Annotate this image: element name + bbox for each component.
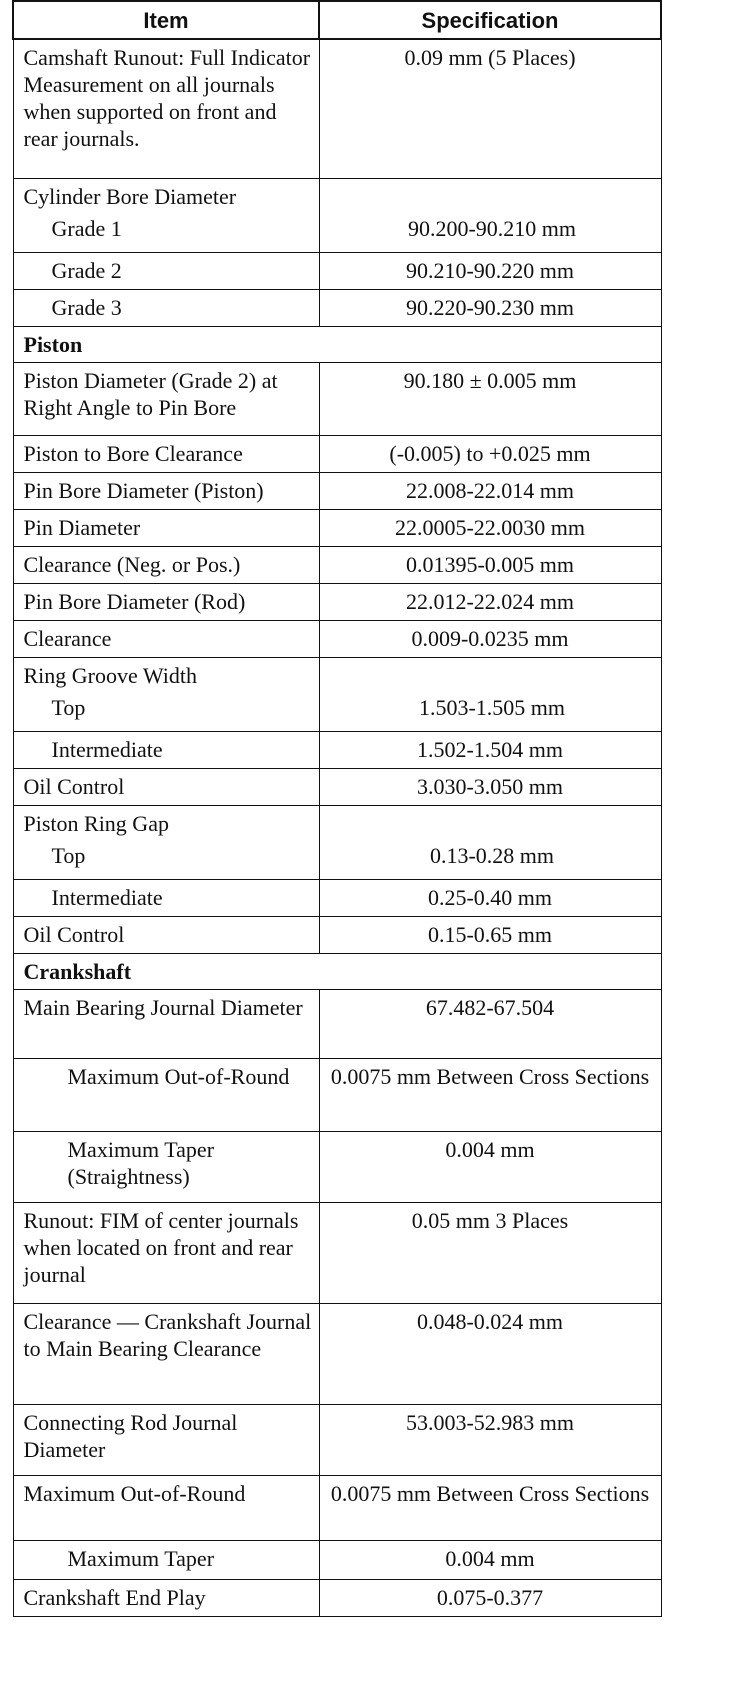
spec-cell: 90.220-90.230 mm	[319, 290, 661, 327]
item-cell: Maximum Out-of-Round	[13, 1059, 319, 1132]
item-cell: Camshaft Runout: Full Indicator Measurement on all journals when supported on front and rear journals.	[13, 39, 319, 179]
group-subspec: 90.200-90.210 mm	[407, 216, 577, 241]
table-row	[13, 473, 661, 510]
spec-cell: 0.05 mm 3 Places	[319, 1203, 661, 1304]
spec-cell: 0.15-0.65 mm	[319, 917, 661, 954]
table-row	[13, 658, 661, 732]
spec-cell: 90.210-90.220 mm	[319, 253, 661, 290]
item-cell: Pin Bore Diameter (Piston)	[13, 473, 319, 510]
group-subitem: Top	[51, 843, 86, 868]
group-subitem: Top	[51, 695, 86, 720]
item-cell: Piston Diameter (Grade 2) at Right Angle to Pin Bore	[13, 363, 319, 436]
spec-cell: 0.09 mm (5 Places)	[319, 39, 661, 179]
item-cell: Maximum Taper	[13, 1541, 319, 1580]
spec-cell-group	[319, 658, 661, 732]
item-cell: Piston to Bore Clearance	[13, 436, 319, 473]
item-cell: Crankshaft End Play	[13, 1580, 319, 1617]
specification-table	[12, 0, 662, 1617]
item-cell: Pin Diameter	[13, 510, 319, 547]
section-heading: Piston	[13, 327, 661, 363]
item-cell: Clearance (Neg. or Pos.)	[13, 547, 319, 584]
spec-cell: 1.502-1.504 mm	[319, 732, 661, 769]
item-cell-group	[13, 658, 319, 732]
section-heading: Crankshaft	[13, 954, 661, 990]
item-cell: Clearance — Crankshaft Journal to Main Bearing Clearance	[13, 1304, 319, 1405]
spec-cell: 90.180 ± 0.005 mm	[319, 363, 661, 436]
table-row	[13, 1580, 661, 1617]
group-subspec: 0.13-0.28 mm	[429, 843, 555, 868]
spec-cell: 22.008-22.014 mm	[319, 473, 661, 510]
table-row	[13, 179, 661, 253]
spec-cell: 0.004 mm	[319, 1132, 661, 1203]
table-row	[13, 1541, 661, 1580]
item-cell: Runout: FIM of center journals when located on front and rear journal	[13, 1203, 319, 1304]
table-row	[13, 39, 661, 179]
table-row	[13, 290, 661, 327]
spec-cell: 0.009-0.0235 mm	[319, 621, 661, 658]
group-subspec: 1.503-1.505 mm	[418, 695, 566, 720]
spec-cell: 0.0075 mm Between Cross Sections	[319, 1059, 661, 1132]
table-row	[13, 510, 661, 547]
spec-cell: 0.25-0.40 mm	[319, 880, 661, 917]
spec-cell: 0.075-0.377	[319, 1580, 661, 1617]
spec-cell: 0.004 mm	[319, 1541, 661, 1580]
table-row	[13, 584, 661, 621]
item-cell: Grade 3	[13, 290, 319, 327]
group-heading: Ring Groove Width	[23, 663, 197, 688]
spec-cell-group	[319, 806, 661, 880]
header-row	[13, 1, 661, 39]
spec-cell: 0.0075 mm Between Cross Sections	[319, 1476, 661, 1541]
item-cell: Pin Bore Diameter (Rod)	[13, 584, 319, 621]
section-row	[13, 327, 661, 363]
table-row	[13, 1059, 661, 1132]
table-row	[13, 1476, 661, 1541]
item-cell: Maximum Out-of-Round	[13, 1476, 319, 1541]
item-cell: Oil Control	[13, 769, 319, 806]
table-row	[13, 1132, 661, 1203]
table-row	[13, 1203, 661, 1304]
table-row	[13, 806, 661, 880]
table-row	[13, 880, 661, 917]
item-cell: Maximum Taper (Straightness)	[13, 1132, 319, 1203]
spec-cell: 0.01395-0.005 mm	[319, 547, 661, 584]
spec-cell: 22.012-22.024 mm	[319, 584, 661, 621]
table-row	[13, 547, 661, 584]
item-cell: Intermediate	[13, 880, 319, 917]
table-row	[13, 436, 661, 473]
table-row	[13, 732, 661, 769]
header-item: Item	[13, 1, 319, 39]
item-cell-group	[13, 179, 319, 253]
section-row	[13, 954, 661, 990]
item-cell: Oil Control	[13, 917, 319, 954]
item-cell: Grade 2	[13, 253, 319, 290]
table-row	[13, 769, 661, 806]
spec-cell: (-0.005) to +0.025 mm	[319, 436, 661, 473]
header-specification: Specification	[319, 1, 661, 39]
item-cell: Intermediate	[13, 732, 319, 769]
spec-cell: 3.030-3.050 mm	[319, 769, 661, 806]
spec-cell-group	[319, 179, 661, 253]
table-row	[13, 1304, 661, 1405]
spec-cell: 53.003-52.983 mm	[319, 1405, 661, 1476]
item-cell: Connecting Rod Journal Diameter	[13, 1405, 319, 1476]
table-row	[13, 363, 661, 436]
table-row	[13, 1405, 661, 1476]
spec-cell: 67.482-67.504	[319, 990, 661, 1059]
spec-cell: 22.0005-22.0030 mm	[319, 510, 661, 547]
table-row	[13, 990, 661, 1059]
item-cell-group	[13, 806, 319, 880]
item-cell: Main Bearing Journal Diameter	[13, 990, 319, 1059]
table-row	[13, 621, 661, 658]
group-heading: Cylinder Bore Diameter	[23, 184, 237, 209]
item-cell: Clearance	[13, 621, 319, 658]
group-subitem: Grade 1	[51, 216, 122, 241]
group-heading: Piston Ring Gap	[23, 811, 169, 836]
table-row	[13, 253, 661, 290]
spec-cell: 0.048-0.024 mm	[319, 1304, 661, 1405]
table-row	[13, 917, 661, 954]
